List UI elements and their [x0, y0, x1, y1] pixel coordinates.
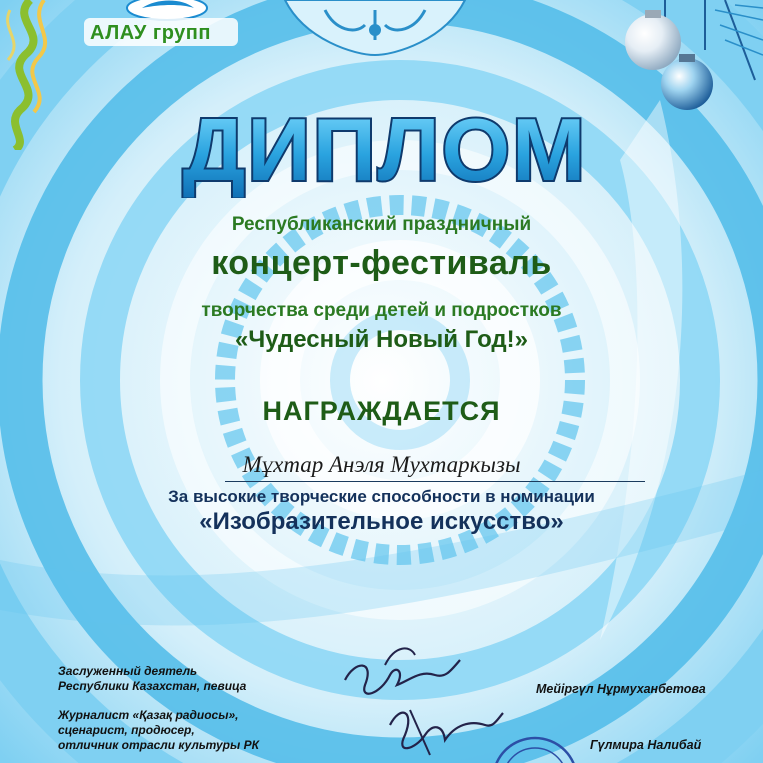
signer-2-name: Гүлмира Налибай	[590, 738, 702, 752]
logo-text: АЛАУ групп	[90, 22, 211, 44]
signer-2-role-line: отличник отрасли культуры РК	[58, 738, 259, 752]
christmas-ball-icon	[605, 0, 763, 120]
nomination-title: «Изобразительное искусство»	[199, 508, 564, 535]
stamp-icon	[490, 725, 580, 763]
signer-1-role-line: Республики Казахстан, певица	[58, 679, 247, 693]
recipient-name: Мұхтар Анэля Мухтаркызы	[242, 452, 521, 477]
subtitle-line1: Республиканский праздничный	[231, 214, 532, 235]
signer-2-role	[58, 708, 259, 753]
subtitle-line2: концерт-фестиваль	[211, 244, 552, 282]
signature-2	[375, 695, 505, 763]
signer-1-name: Мейiргүл Нұрмуханбетова	[536, 682, 706, 696]
signer-1-role	[58, 664, 246, 694]
diploma-title: ДИПЛОМ	[182, 100, 588, 198]
nomination-intro: За высокие творческие способности в номинации	[168, 487, 595, 506]
streamer-icon	[0, 0, 60, 150]
diploma-title-art	[170, 98, 600, 198]
awarded-heading: НАГРАЖДАЕТСЯ	[262, 396, 501, 426]
signer-2-role-line: сценарист, продюсер,	[58, 723, 195, 737]
subtitle-line3: творчества среди детей и подростков	[201, 300, 562, 321]
recipient-underline	[225, 481, 645, 482]
signer-2-role-line: Журналист «Қазақ радиосы»,	[58, 708, 239, 722]
ornament-icon	[275, 0, 475, 60]
event-name: «Чудесный Новый Год!»	[235, 326, 528, 353]
signer-1-role-line: Заслуженный деятель	[58, 664, 198, 678]
